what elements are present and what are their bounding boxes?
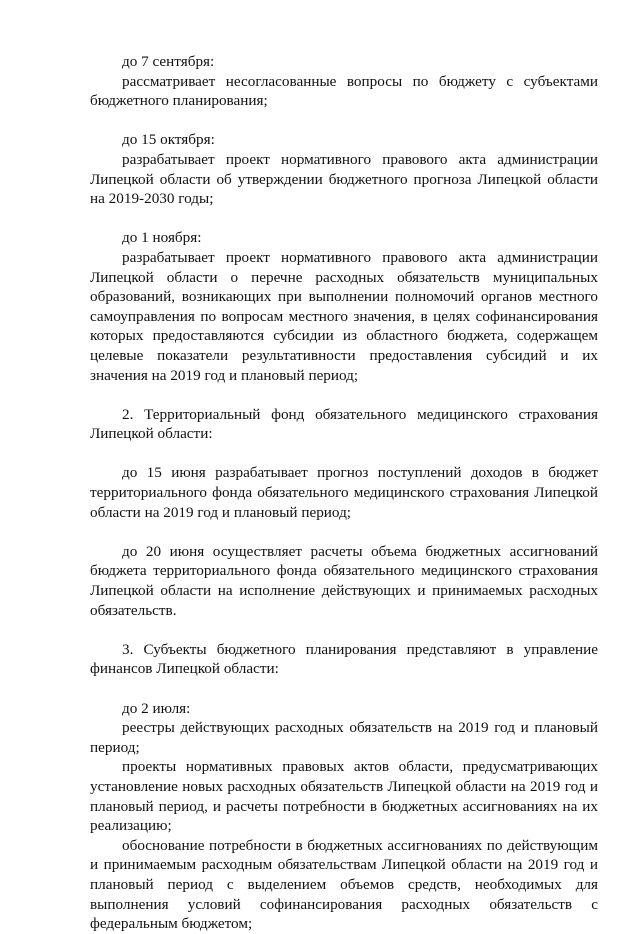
body-paragraph: реестры действующих расходных обязательств на 2019 год и плановый период; (90, 719, 598, 756)
paragraph-spacer (90, 385, 598, 405)
date-heading: до 15 октября: (122, 131, 215, 149)
paragraph-spacer (90, 444, 598, 464)
numbered-section-heading: 3. Субъекты бюджетного планирования представляют в управление финансов Липецкой области: (90, 640, 598, 678)
paragraph-spacer (90, 522, 598, 542)
paragraph-spacer (90, 209, 598, 229)
document-text (90, 52, 598, 934)
paragraph-spacer (90, 620, 598, 640)
body-paragraph: до 15 июня разрабатывает прогноз поступлений доходов в бюджет территориального фонда обязательного медицинского страхования Липецкой области на 2019 год и плановый период; (90, 464, 598, 521)
numbered-section-heading: 2. Территориальный фонд обязательного медицинского страхования Липецкой области: (90, 405, 598, 443)
body-paragraph: разрабатывает проект нормативного правового акта администрации Липецкой области об утверждении бюджетного прогноза Липецкой области на 2019-2030 годы; (90, 150, 598, 208)
paragraph-spacer (90, 111, 598, 131)
body-paragraph: обоснование потребности в бюджетных ассигнованиях по действующим и принимаемым расходным обязательствам Липецкой области на 2019 год и плановый период с выделением объемов средств, необходимых для выполнения условий софинансирования расходных обязательств с федеральным бюджетом; (90, 836, 598, 933)
body-paragraph: рассматривает несогласованные вопросы по бюджету с субъектами бюджетного планирования; (90, 72, 598, 110)
date-heading: до 2 июля: (122, 699, 191, 717)
date-heading: до 7 сентября: (122, 53, 215, 70)
date-heading: до 1 ноября: (122, 229, 202, 247)
body-paragraph: до 20 июня осуществляет расчеты объема бюджетных ассигнований бюджета территориального фонда обязательного медицинского страхования Липецкой области на исполнение действующих и принимаемых расходных обязательств. (90, 542, 598, 619)
body-paragraph: разрабатывает проект нормативного правового акта администрации Липецкой области о перечне расходных обязательств муниципальных образований, возникающих при выполнении полномочий органов местного самоуправления по вопросам местного значения, в целях софинансирования которых предоставляются субсидии из областного бюджета, содержащем целевые показатели результативности предоставления субсидий и их значения на 2019 год и плановый период; (90, 248, 598, 384)
paragraph-spacer (90, 679, 598, 699)
body-paragraph: проекты нормативных правовых актов области, предусматривающих установление новых расходных обязательств Липецкой области на 2019 год и плановый период, и расчеты потребности в бюджетных ассигнованиях на их реализацию; (90, 758, 598, 835)
